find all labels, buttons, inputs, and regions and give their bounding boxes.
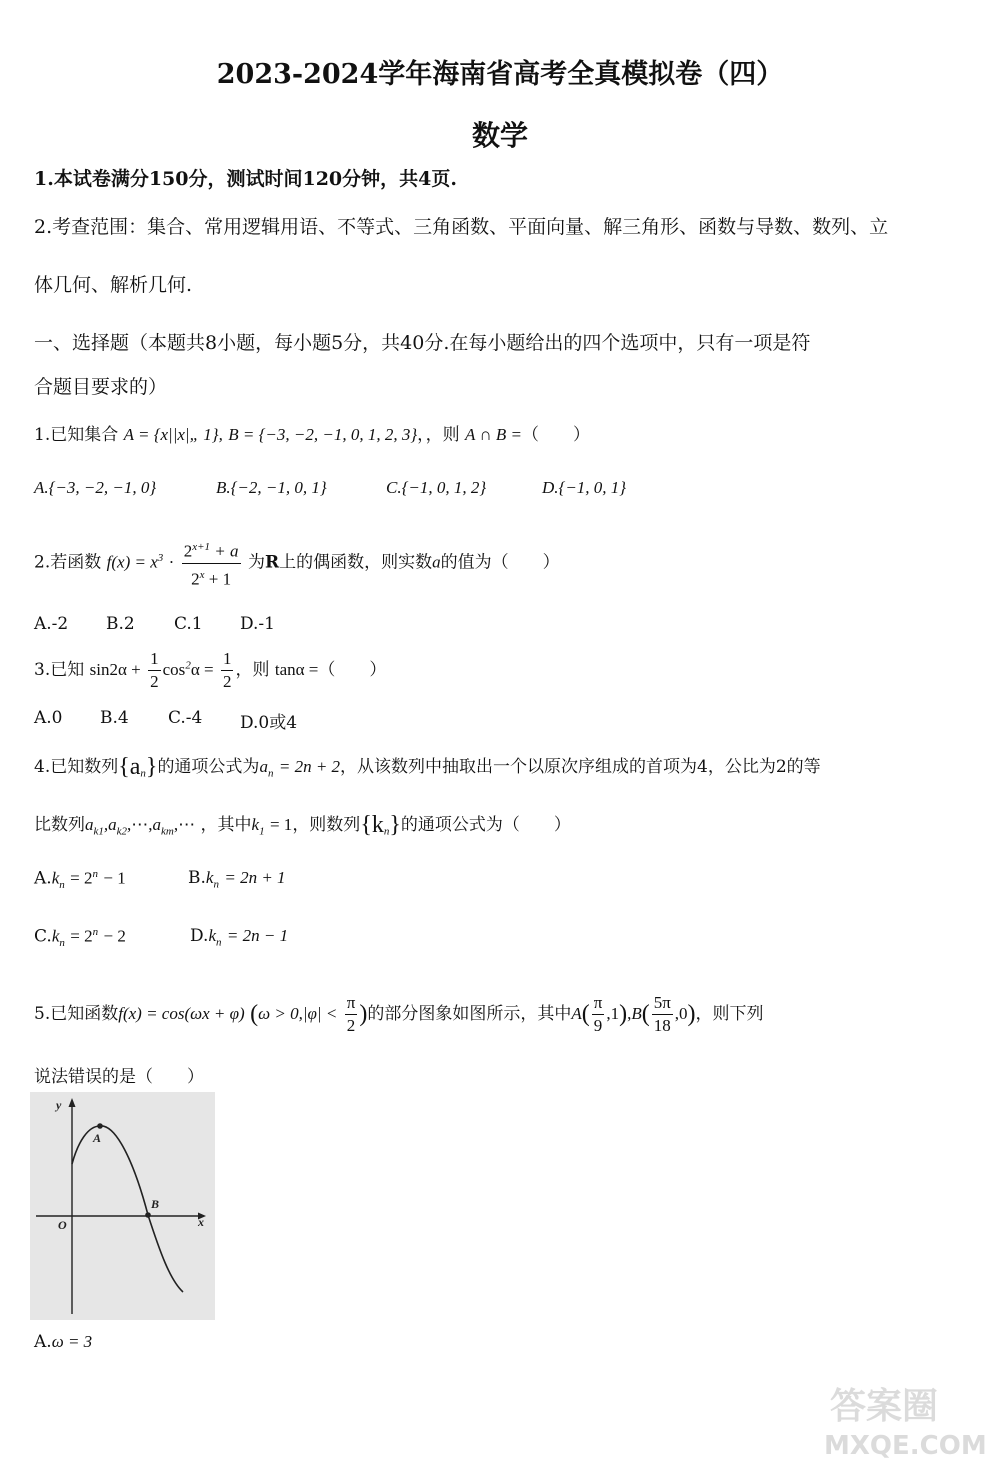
q4-c-label: C.	[34, 926, 52, 947]
q2-option-a: A.-2	[34, 614, 69, 634]
q1-set-a: A = {x||x|„ 1},	[123, 425, 223, 444]
q2-exp: 3	[157, 552, 164, 564]
q4-an: a	[259, 757, 268, 776]
q5-A-open: (	[581, 1001, 590, 1027]
q4-an-seq	[118, 754, 158, 780]
q1-set-b: B = {−3, −2, −1, 0, 1, 2, 3}	[228, 425, 418, 444]
q3-pre: 3.已知	[34, 660, 85, 680]
q5-function-graph	[30, 1092, 215, 1320]
q3-expr2: cos	[162, 660, 186, 679]
question-5-line-2: 说法错误的是（ ）	[34, 1067, 204, 1087]
q2-option-b: B.2	[106, 614, 135, 634]
origin-label: O	[58, 1218, 67, 1232]
q5-paren-close: )	[359, 1001, 368, 1027]
watermark-svg	[800, 1380, 990, 1460]
q2-denominator	[182, 564, 241, 591]
question-3	[34, 648, 386, 693]
q2-R: R	[264, 552, 280, 573]
question-4-line-1	[34, 752, 821, 781]
q4-a-exp: n	[92, 868, 98, 880]
q4-l2-pre: 比数列	[34, 815, 85, 835]
q5-pre: 5.已知函数	[34, 1004, 119, 1024]
q1-option-d: D.{−1, 0, 1}	[542, 478, 627, 497]
subject-title: 数学	[471, 119, 528, 152]
q5-comma: ,	[627, 1004, 632, 1023]
q5-post2: ，则下列	[695, 1004, 764, 1024]
q5-option-a	[34, 1332, 92, 1352]
x-label: x	[198, 1215, 204, 1229]
q4-l1-mid: 的通项公式为	[157, 757, 260, 777]
q4-l2-mid: ，其中	[200, 815, 252, 835]
q5-B: B	[631, 1004, 642, 1023]
q4-b-rhs: = 2n + 1	[224, 868, 286, 887]
point-a	[97, 1123, 103, 1129]
q3-expr1: sin2α +	[89, 660, 141, 679]
q4-c-sub: n	[59, 937, 65, 950]
q5-pi-half	[345, 992, 358, 1037]
q3-expr3: α =	[190, 660, 214, 679]
q3-post: ，则	[235, 660, 270, 680]
q2-numerator	[182, 536, 241, 564]
q4-seq-tail: ,⋯	[173, 815, 196, 834]
q4-a-label: A.	[34, 868, 52, 889]
q3-option-b: B.4	[100, 708, 129, 728]
q5-pi9	[592, 992, 605, 1037]
q4-seq-a2: a	[108, 815, 117, 834]
q4-l1-pre: 4.已知数列	[34, 757, 119, 777]
q2-dot: ·	[168, 552, 175, 572]
q5-fx: f(x) = cos(ωx + φ)	[118, 1004, 245, 1023]
q4-an-sub: n	[140, 767, 146, 780]
q2-a: a	[432, 552, 441, 572]
q1-paren: （ ）	[522, 425, 591, 445]
q5-paren-open: (	[250, 1001, 259, 1027]
q4-a-rhs: = 2	[70, 868, 93, 888]
question-1	[34, 420, 590, 445]
q1-option-b: B.{−2, −1, 0, 1}	[216, 478, 327, 497]
q4-option-b	[188, 868, 286, 890]
section-heading-line1: 一、选择题（本题共8小题，每小题5分，共40分.在每小题给出的四个选项中，只有一项是符	[34, 332, 811, 354]
note-2a-text: 2.考查范围：集合、常用逻辑用语、不等式、三角函数、平面向量、解三角形、函数与导数、数列、立	[34, 216, 889, 238]
q3-option-c: C.-4	[168, 708, 203, 728]
q2-fx: f(x) = x	[106, 552, 158, 572]
q4-k: k	[251, 815, 260, 834]
q4-seq-a1: a	[85, 815, 94, 834]
a-label: A	[93, 1131, 102, 1145]
cosine-curve	[72, 1126, 183, 1292]
q4-b-lhs: k	[205, 868, 214, 887]
q5-A-tail: ,1	[606, 1004, 620, 1023]
q2-num-base: 2	[183, 541, 193, 561]
q1-mid: ，，则	[417, 425, 460, 445]
q2-den-exp: x	[199, 568, 205, 581]
q5-b-frac	[652, 992, 673, 1037]
q4-seq-dots: ,⋯,	[127, 815, 153, 834]
q5-pi9-num: π	[592, 992, 605, 1015]
q5-b-den: 18	[653, 1016, 671, 1035]
q3-f1-num: 1	[148, 648, 161, 671]
q2-post1: 为	[247, 552, 265, 573]
q4-an-n: n	[267, 767, 274, 780]
watermark-logo	[800, 1380, 990, 1460]
q5-a-label: A.	[34, 1332, 52, 1352]
q5-B-open: (	[641, 1001, 650, 1027]
q3-fraction-2	[221, 648, 234, 693]
q4-kn-close: }	[389, 812, 401, 838]
q4-l2-mid2: ，则数列	[292, 815, 361, 835]
y-axis-arrow	[69, 1098, 76, 1107]
y-label: y	[56, 1098, 62, 1112]
q1-option-c: C.{−1, 0, 1, 2}	[386, 478, 487, 497]
q4-seq-k2: k2	[116, 825, 128, 838]
q4-c-tail: − 2	[103, 926, 126, 946]
q4-c-exp: n	[92, 926, 99, 938]
q4-kn-seq	[360, 812, 401, 838]
q2-post3: 的值为（ ）	[440, 552, 560, 573]
question-2	[34, 536, 560, 590]
q3-f2-num: 1	[221, 648, 234, 671]
q2-post2: 上的偶函数，则实数	[279, 552, 433, 573]
q4-l2-post: 的通项公式为（ ）	[400, 815, 571, 835]
q4-a-sub: n	[59, 879, 65, 892]
q5-pi9-den: 9	[593, 1016, 603, 1035]
note-2a	[34, 212, 888, 239]
watermark-bottom: MXQE.COM	[824, 1431, 987, 1460]
q4-d-rhs: = 2n − 1	[226, 926, 289, 945]
q3-fraction-1	[148, 648, 161, 693]
q5-A-close: )	[619, 1001, 628, 1027]
q4-kn-open: {k	[360, 812, 384, 838]
q4-option-c	[34, 926, 126, 949]
q4-seq-km: km	[161, 825, 174, 838]
q5-post1: 的部分图象如图所示，其中	[367, 1004, 572, 1024]
q4-b-sub: n	[213, 878, 219, 891]
q1-option-a: A.{−3, −2, −1, 0}	[34, 478, 157, 497]
note-2b: 体几何、解析几何.	[34, 274, 193, 296]
q4-an-eq: = 2n + 2	[278, 757, 341, 776]
q2-option-c: C.1	[174, 614, 203, 634]
q5-B-tail: ,0	[674, 1004, 688, 1023]
question-4-line-2	[34, 810, 571, 839]
q4-d-lhs: k	[208, 926, 216, 945]
point-b	[145, 1212, 151, 1218]
q4-an-open: {a	[118, 754, 141, 780]
exam-title: 2023-2024学年海南省高考全真模拟卷（四）	[216, 59, 784, 90]
q4-k-sub: 1	[259, 825, 265, 838]
q4-d-sub: n	[215, 936, 222, 949]
section-heading-line2: 合题目要求的）	[34, 376, 168, 398]
q3-f2-den: 2	[222, 672, 232, 691]
q3-f1-den: 2	[150, 672, 159, 691]
q3-option-d: D.0或4	[240, 713, 298, 733]
question-5-line-1	[34, 992, 764, 1037]
q4-c-rhs: = 2	[70, 926, 93, 946]
q2-option-d: D.-1	[240, 614, 275, 634]
q2-num-exp: x+1	[192, 541, 211, 553]
q5-cond1: ω > 0,|φ| <	[258, 1004, 338, 1023]
q4-c-lhs: k	[51, 926, 60, 946]
q4-seq-am: a	[152, 815, 162, 834]
q4-l1-post: ，从该数列中抽取出一个以原次序组成的首项为4，公比为2的等	[340, 757, 821, 777]
q2-num-tail: + a	[214, 541, 239, 561]
watermark-top: 答案圈	[830, 1386, 939, 1427]
q1-pre: 1.已知集合	[34, 425, 119, 445]
q1-ask: A ∩ B =	[465, 425, 523, 444]
q2-pre: 2.若函数	[34, 552, 102, 573]
q5-graph-svg	[30, 1092, 215, 1320]
q5-pi: π	[345, 992, 358, 1015]
q4-a-tail: − 1	[103, 868, 126, 888]
q3-paren: （ ）	[318, 660, 387, 680]
q4-b-label: B.	[188, 868, 206, 888]
q4-d-label: D.	[190, 926, 209, 946]
q4-comma: ,	[103, 815, 109, 834]
q4-option-d	[190, 926, 288, 948]
q4-seq-k1: k1	[93, 825, 104, 838]
q5-two: 2	[346, 1016, 356, 1035]
q4-k1eq: = 1	[269, 815, 293, 834]
q4-option-a	[34, 868, 126, 891]
q3-option-a: A.0	[34, 708, 63, 728]
q2-den-tail: + 1	[208, 569, 232, 589]
q2-fraction	[182, 536, 241, 590]
b-label: B	[151, 1197, 160, 1211]
note-1: 1.本试卷满分150分，测试时间120分钟，共4页.	[34, 168, 457, 190]
q5-A: A	[571, 1004, 582, 1023]
q4-an-close: }	[145, 754, 158, 780]
q5-B-close: )	[687, 1001, 696, 1027]
q4-a-lhs: k	[51, 868, 60, 888]
q5-a-expr: ω = 3	[51, 1332, 93, 1351]
q3-tan: tanα =	[274, 660, 319, 679]
q3-sq: 2	[185, 659, 191, 672]
q2-den-base: 2	[191, 569, 200, 589]
q5-b-num: 5π	[652, 992, 673, 1015]
q4-kn-sub: n	[383, 825, 390, 838]
